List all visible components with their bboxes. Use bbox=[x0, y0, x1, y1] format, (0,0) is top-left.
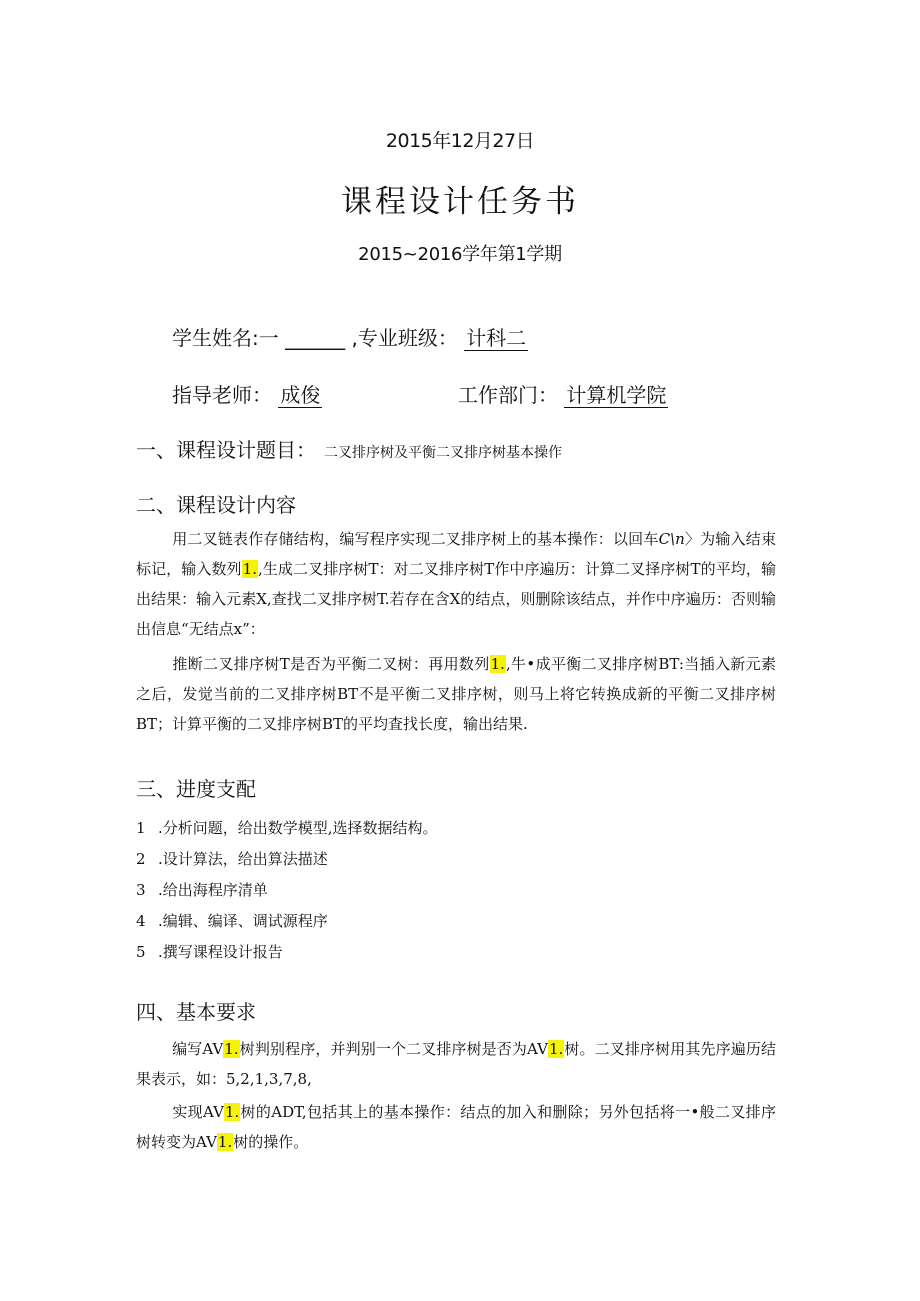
content-paragraph-1 bbox=[136, 524, 776, 644]
student-name-blank: ______ bbox=[285, 326, 346, 350]
requirement-text: 树。二叉排序树用其先序遍历结果表示，如：5,2,1,3,7,8, bbox=[136, 1040, 777, 1088]
department-value: 计算机学院 bbox=[566, 383, 667, 407]
student-info-row bbox=[172, 322, 528, 351]
department-info bbox=[458, 379, 668, 408]
requirement-paragraph-1 bbox=[136, 1034, 776, 1094]
teacher-value: 成俊 bbox=[280, 383, 321, 407]
requirement-paragraph-2 bbox=[136, 1097, 776, 1157]
document-title: 课程设计任务书 bbox=[341, 184, 579, 220]
list-text: .编辑、编译、调试源程序 bbox=[158, 912, 328, 930]
list-text: .设计算法，给出算法描述 bbox=[158, 850, 328, 868]
section-2-heading: 二、课程设计内容 bbox=[136, 493, 296, 517]
requirement-text: 编写AV bbox=[172, 1040, 224, 1058]
requirement-text: 树的ADT,包括其上的基本操作：结点的加入和删除；另外包括将一•般二叉排序树转变为AV bbox=[136, 1103, 777, 1151]
list-number: 1 bbox=[136, 819, 146, 837]
symbol-text: C\n bbox=[658, 530, 685, 548]
document-date: 2015年12月27日 bbox=[385, 130, 535, 152]
list-number: 4 bbox=[136, 912, 146, 930]
course-topic: 二叉排序树及平衡二叉排序树基本操作 bbox=[324, 445, 562, 461]
content-text: 〉为输入结束标记，输入数列 bbox=[136, 530, 776, 578]
major-class-label: ,专业班级： bbox=[351, 326, 458, 350]
list-text: .分析问题，给出数学模型,选择数据结构。 bbox=[158, 819, 438, 837]
list-item bbox=[136, 906, 438, 937]
content-text: ,生成二叉排序树T：对二叉排序树T作中序遍历：计算二叉择序树T的平均，输出结果：输入元素X,查找二叉排序树T.若存在含X的结点，则删除该结点，并作中序遍历：否则输出信息“无结点x”： bbox=[136, 560, 776, 638]
teacher-label: 指导老师： bbox=[172, 383, 272, 407]
list-text: .给出海程序清单 bbox=[158, 881, 268, 899]
content-text: 用二叉链表作存储结构，编写程序实现二叉排序树上的基本操作：以回车 bbox=[172, 530, 659, 548]
highlight-mark: 1. bbox=[490, 655, 505, 673]
requirement-text: 实现AV bbox=[172, 1103, 224, 1121]
schedule-list bbox=[136, 813, 438, 968]
highlight-mark: 1. bbox=[242, 560, 257, 578]
list-item bbox=[136, 813, 438, 844]
requirement-text: 树判别程序，并判别一个二叉排序树是否为AV bbox=[239, 1040, 548, 1058]
list-number: 2 bbox=[136, 850, 146, 868]
student-name-label: 学生姓名:一 bbox=[172, 326, 279, 350]
list-item bbox=[136, 875, 438, 906]
highlight-mark: 1. bbox=[224, 1103, 240, 1121]
list-number: 5 bbox=[136, 943, 146, 961]
list-text: .撰写课程设计报告 bbox=[158, 943, 283, 961]
list-item bbox=[136, 937, 438, 968]
list-item bbox=[136, 844, 438, 875]
content-text: ,牛•成平衡二叉排序树BT:当插入新元素之后，发觉当前的二叉排序树BT不是平衡二叉排序树，则马上将它转换成新的平衡二叉排序树BT；计算平衡的二叉排序树BT的平均査找长度，输出结果. bbox=[136, 655, 776, 733]
requirement-text: 树的操作。 bbox=[233, 1133, 309, 1151]
department-label: 工作部门： bbox=[458, 383, 558, 407]
teacher-info-row bbox=[172, 379, 322, 408]
highlight-mark: 1. bbox=[224, 1040, 239, 1058]
highlight-mark: 1. bbox=[217, 1133, 233, 1151]
content-paragraph-2 bbox=[136, 649, 776, 739]
academic-term: 2015~2016学年第1学期 bbox=[358, 244, 562, 265]
content-text: 推断二叉排序树T是否为平衡二叉树：再用数列 bbox=[172, 655, 490, 673]
highlight-mark: 1. bbox=[548, 1040, 564, 1058]
section-1-title: 一、课程设计题目： bbox=[136, 438, 316, 462]
section-1-heading bbox=[136, 434, 562, 463]
section-4-heading: 四、基本要求 bbox=[136, 1000, 256, 1024]
list-number: 3 bbox=[136, 881, 146, 899]
major-class-value: 计科二 bbox=[466, 326, 527, 350]
section-3-heading: 三、进度支配 bbox=[136, 777, 256, 801]
